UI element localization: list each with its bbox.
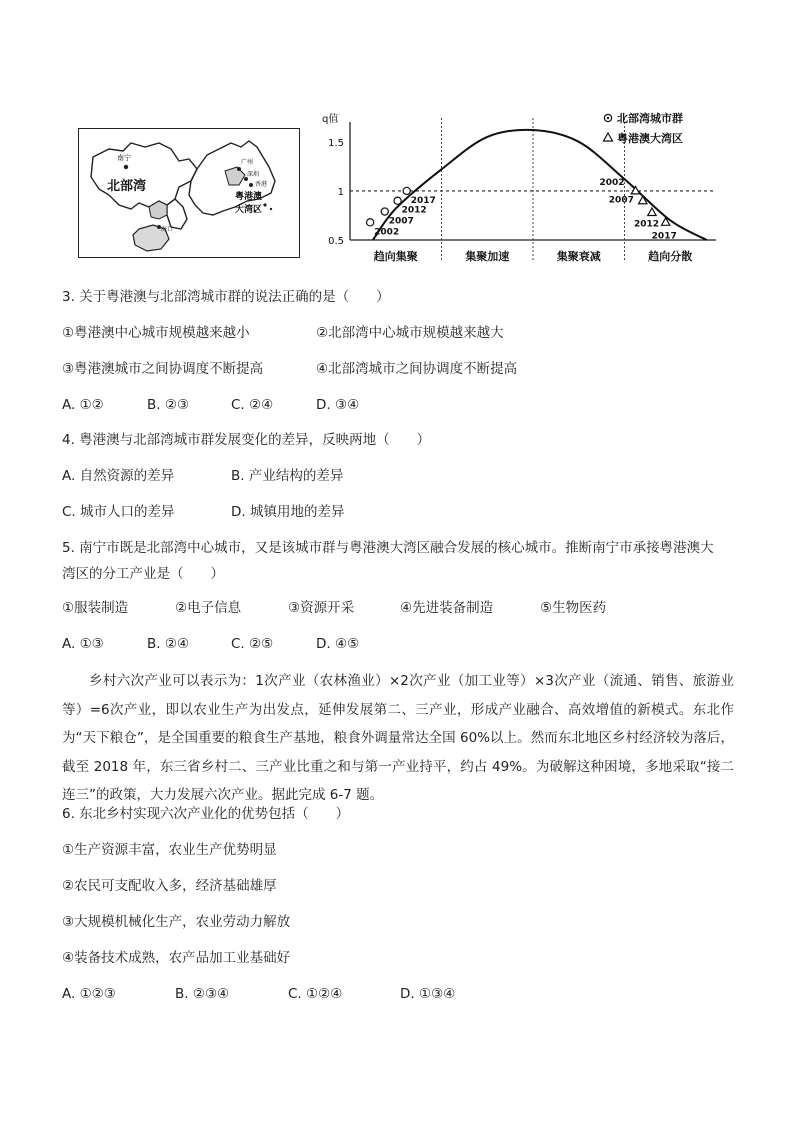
q3-item-4: ④北部湾城市之间协调度不断提高 xyxy=(316,361,518,377)
gba-point-label-3: 2017 xyxy=(651,231,677,242)
q3-choice-b[interactable]: B. ②③ xyxy=(147,397,190,413)
q6-stem: 6. 东北乡村实现六次产业化的优势包括（ ） xyxy=(62,806,350,822)
q6-choice-b[interactable]: B. ②③④ xyxy=(175,986,230,1002)
stage-label-3: 趋向分散 xyxy=(648,250,693,263)
q3-choice-a[interactable]: A. ①② xyxy=(62,397,104,413)
map-label-gba-line2: 大湾区 xyxy=(235,205,263,215)
q4-choice-d[interactable]: D. 城镇用地的差异 xyxy=(231,504,345,520)
beibuwan-point-0 xyxy=(367,219,374,226)
map-label-shenzhen: 深圳 xyxy=(247,171,260,178)
q6-choice-a[interactable]: A. ①②③ xyxy=(62,986,116,1002)
y-tick-label-0: 0.5 xyxy=(328,236,344,247)
q3-item-1: ①粤港澳中心城市规模越来越小 xyxy=(62,325,250,341)
q5-choice-a[interactable]: A. ①③ xyxy=(62,636,104,652)
stage-label-0: 趋向集聚 xyxy=(373,250,418,263)
q5-choice-c[interactable]: C. ②⑤ xyxy=(231,636,274,652)
passage-6-7: 乡村六次产业可以表示为：1次产业（农林渔业）×2次产业（加工业等）×3次产业（流通、销售、旅游业等）=6次产业，即以农业生产为出发点，延伸发展第二、三产业，形成产业融合、高效增值的新模式。东北作为“天下粮仓”，是全国重要的粮食生产基地，粮食外调量常达全国 60%以上。然而东北地区乡村经济较为落后，截至 2018 年，东三省乡村二、三产业比重之和与第一产业持平，约占 49%。为破解这种困境，多地采取“接二连三”的政策，大力发展六次产业。据此完成 6-7 题。 xyxy=(62,673,734,803)
map-label-gba-line1: 粤港澳 xyxy=(235,192,263,202)
q6-item-3: ③大规模机械化生产，农业劳动力解放 xyxy=(62,914,291,930)
gba-point-2 xyxy=(648,208,656,216)
q5-choice-d[interactable]: D. ④⑤ xyxy=(316,636,360,652)
map-label-haikou: 海口 xyxy=(161,226,174,233)
stage-label-1: 集聚加速 xyxy=(465,250,510,263)
q3-choice-c[interactable]: C. ②④ xyxy=(231,397,274,413)
gba-point-label-1: 2007 xyxy=(608,195,634,206)
beibuwan-point-label-3: 2017 xyxy=(410,195,436,206)
q5-item-5: ⑤生物医药 xyxy=(540,600,607,616)
beibuwan-point-2 xyxy=(394,197,401,204)
q3-stem: 3. 关于粤港澳与北部湾城市群的说法正确的是（ ） xyxy=(62,289,390,305)
beibuwan-point-label-1: 2007 xyxy=(388,216,414,227)
q5-item-3: ③资源开采 xyxy=(288,600,355,616)
legend-label-0: 北部湾城市群 xyxy=(617,112,683,125)
beibuwan-point-3 xyxy=(403,187,410,194)
q6-item-1: ①生产资源丰富，农业生产优势明显 xyxy=(62,842,277,858)
beibuwan-point-label-0: 2002 xyxy=(374,227,400,238)
gba-point-label-0: 2002 xyxy=(599,177,625,188)
y-axis-label: q值 xyxy=(322,114,339,125)
y-tick-label-1: 1 xyxy=(337,186,344,198)
region-map xyxy=(78,128,300,258)
beibuwan-point-label-2: 2012 xyxy=(401,205,427,216)
q4-choice-b[interactable]: B. 产业结构的差异 xyxy=(231,468,344,484)
q5-item-1: ①服装制造 xyxy=(62,600,129,616)
legend-label-1: 粤港澳大湾区 xyxy=(617,132,683,145)
map-label-beibuwan: 北部湾 xyxy=(107,179,147,194)
map-label-hongkong: 香港 xyxy=(255,181,268,188)
legend-marker-beibuwan-dot xyxy=(607,117,609,119)
map-label-guangzhou: 广州 xyxy=(241,159,254,166)
q4-stem: 4. 粤港澳与北部湾城市群发展变化的差异，反映两地（ ） xyxy=(62,432,431,448)
q5-stem-line2: 湾区的分工产业是（ ） xyxy=(62,566,224,582)
q5-choice-b[interactable]: B. ②④ xyxy=(147,636,190,652)
guangzhou-marker xyxy=(237,167,241,171)
q3-choice-d[interactable]: D. ③④ xyxy=(316,397,360,413)
q5-stem-line1: 5. 南宁市既是北部湾中心城市，又是该城市群与粤港澳大湾区融合发展的核心城市。推断南宁市承接粤港澳大 xyxy=(62,540,714,556)
q4-choice-a[interactable]: A. 自然资源的差异 xyxy=(62,468,175,484)
y-tick-label-2: 1.5 xyxy=(328,137,344,149)
map-label-nanning: 南宁 xyxy=(117,154,131,162)
q5-item-2: ②电子信息 xyxy=(175,600,242,616)
q6-choice-c[interactable]: C. ①②④ xyxy=(288,986,343,1002)
q5-item-4: ④先进装备制造 xyxy=(400,600,494,616)
q6-item-4: ④装备技术成熟，农产品加工业基础好 xyxy=(62,950,291,966)
q4-choice-c[interactable]: C. 城市人口的差异 xyxy=(62,504,175,520)
q6-item-2: ②农民可支配收入多，经济基础雄厚 xyxy=(62,878,277,894)
stage-label-2: 集聚衰减 xyxy=(556,250,601,263)
legend-marker-gba xyxy=(604,133,613,141)
nanning-marker xyxy=(124,165,128,169)
q6-choice-d[interactable]: D. ①③④ xyxy=(400,986,456,1002)
beibuwan-point-1 xyxy=(381,208,388,215)
gba-point-label-2: 2012 xyxy=(633,219,660,230)
hongkong-marker xyxy=(249,183,253,187)
q3-item-3: ③粤港澳城市之间协调度不断提高 xyxy=(62,361,264,377)
q3-item-2: ②北部湾中心城市规模越来越大 xyxy=(316,325,504,341)
q-value-chart xyxy=(318,110,728,275)
